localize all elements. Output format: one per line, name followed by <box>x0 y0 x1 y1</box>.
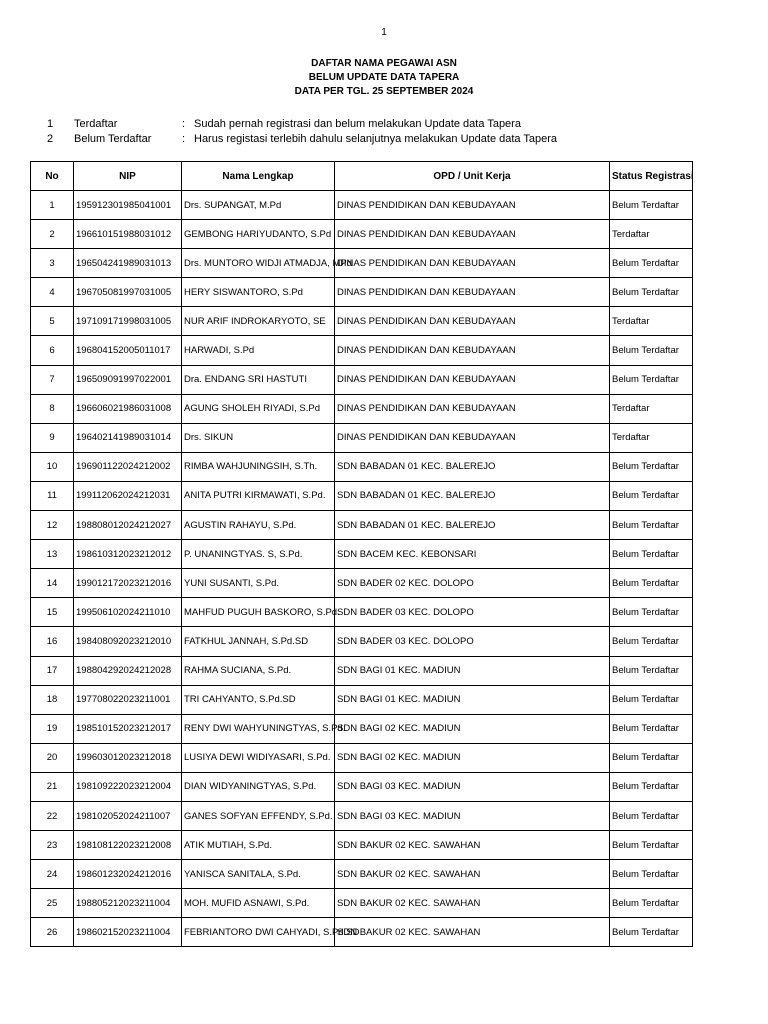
cell-nip: 196804152005011017 <box>74 336 182 365</box>
cell-opd: DINAS PENDIDIKAN DAN KEBUDAYAAN <box>335 423 610 452</box>
cell-name: ANITA PUTRI KIRMAWATI, S.Pd. <box>182 481 335 510</box>
legend-colon: : <box>182 118 186 130</box>
cell-no: 10 <box>31 452 74 481</box>
table-row <box>31 511 693 540</box>
title-line-1: DAFTAR NAMA PEGAWAI ASN <box>311 58 457 69</box>
header-status: Status Registrasi <box>610 162 693 191</box>
cell-name: YANISCA SANITALA, S.Pd. <box>182 860 335 889</box>
table-row <box>31 249 693 278</box>
cell-name: LUSIYA DEWI WIDIYASARI, S.Pd. <box>182 743 335 772</box>
cell-opd: DINAS PENDIDIKAN DAN KEBUDAYAAN <box>335 336 610 365</box>
cell-no: 7 <box>31 365 74 394</box>
header-name: Nama Lengkap <box>182 162 335 191</box>
cell-opd: DINAS PENDIDIKAN DAN KEBUDAYAAN <box>335 249 610 278</box>
cell-opd: DINAS PENDIDIKAN DAN KEBUDAYAAN <box>335 365 610 394</box>
cell-status: Belum Terdaftar <box>610 772 693 801</box>
cell-status: Belum Terdaftar <box>610 656 693 685</box>
cell-nip: 198610312023212012 <box>74 540 182 569</box>
cell-no: 9 <box>31 423 74 452</box>
cell-name: AGUSTIN RAHAYU, S.Pd. <box>182 511 335 540</box>
cell-no: 17 <box>31 656 74 685</box>
cell-opd: SDN BAGI 02 KEC. MADIUN <box>335 714 610 743</box>
table-row <box>31 918 693 947</box>
cell-nip: 196402141989031014 <box>74 423 182 452</box>
cell-status: Terdaftar <box>610 394 693 423</box>
cell-opd: SDN BADER 03 KEC. DOLOPO <box>335 627 610 656</box>
cell-opd: SDN BAGI 03 KEC. MADIUN <box>335 801 610 830</box>
cell-no: 21 <box>31 772 74 801</box>
cell-status: Terdaftar <box>610 307 693 336</box>
cell-no: 4 <box>31 278 74 307</box>
table-row <box>31 772 693 801</box>
legend-number: 2 <box>47 133 54 145</box>
cell-opd: SDN BAKUR 02 KEC. SAWAHAN <box>335 831 610 860</box>
cell-nip: 198601232024212016 <box>74 860 182 889</box>
cell-status: Terdaftar <box>610 423 693 452</box>
cell-name: MAHFUD PUGUH BASKORO, S.Pd. <box>182 598 335 627</box>
cell-nip: 199012172023212016 <box>74 569 182 598</box>
table-row <box>31 860 693 889</box>
table-row <box>31 685 693 714</box>
cell-no: 1 <box>31 191 74 220</box>
cell-opd: SDN BADER 02 KEC. DOLOPO <box>335 569 610 598</box>
legend-colon: : <box>182 133 186 145</box>
table-row <box>31 336 693 365</box>
cell-nip: 196901122024212002 <box>74 452 182 481</box>
cell-nip: 196504241989031013 <box>74 249 182 278</box>
cell-name: ATIK MUTIAH, S.Pd. <box>182 831 335 860</box>
title-line-2: BELUM UPDATE DATA TAPERA <box>308 72 460 83</box>
cell-name: FATKHUL JANNAH, S.Pd.SD <box>182 627 335 656</box>
cell-opd: SDN BAKUR 02 KEC. SAWAHAN <box>335 889 610 918</box>
cell-name: AGUNG SHOLEH RIYADI, S.Pd <box>182 394 335 423</box>
table-header-row <box>31 162 693 191</box>
cell-name: RIMBA WAHJUNINGSIH, S.Th. <box>182 452 335 481</box>
cell-nip: 198108122023212008 <box>74 831 182 860</box>
cell-status: Belum Terdaftar <box>610 860 693 889</box>
cell-nip: 199603012023212018 <box>74 743 182 772</box>
cell-opd: SDN BABADAN 01 KEC. BALEREJO <box>335 511 610 540</box>
cell-opd: DINAS PENDIDIKAN DAN KEBUDAYAAN <box>335 191 610 220</box>
cell-nip: 198805212023211004 <box>74 889 182 918</box>
legend-description: Sudah pernah registrasi dan belum melakukan Update data Tapera <box>194 118 521 130</box>
legend-description: Harus registasi terlebih dahulu selanjutnya melakukan Update data Tapera <box>194 133 558 145</box>
cell-status: Belum Terdaftar <box>610 598 693 627</box>
legend-term: Terdaftar <box>74 118 118 130</box>
cell-status: Belum Terdaftar <box>610 831 693 860</box>
header-no: No <box>31 162 74 191</box>
table-row <box>31 278 693 307</box>
cell-no: 14 <box>31 569 74 598</box>
table-row <box>31 889 693 918</box>
cell-name: Drs. SUPANGAT, M.Pd <box>182 191 335 220</box>
employee-table <box>30 161 693 947</box>
cell-opd: DINAS PENDIDIKAN DAN KEBUDAYAAN <box>335 394 610 423</box>
table-body <box>31 191 693 947</box>
page-number: 1 <box>381 27 387 38</box>
legend-term: Belum Terdaftar <box>74 133 152 145</box>
cell-no: 16 <box>31 627 74 656</box>
table-row <box>31 627 693 656</box>
cell-name: Drs. SIKUN <box>182 423 335 452</box>
cell-status: Belum Terdaftar <box>610 685 693 714</box>
cell-nip: 199506102024211010 <box>74 598 182 627</box>
cell-opd: DINAS PENDIDIKAN DAN KEBUDAYAAN <box>335 278 610 307</box>
cell-status: Belum Terdaftar <box>610 365 693 394</box>
cell-no: 23 <box>31 831 74 860</box>
cell-opd: SDN BADER 03 KEC. DOLOPO <box>335 598 610 627</box>
cell-name: DIAN WIDYANINGTYAS, S.Pd. <box>182 772 335 801</box>
cell-nip: 198408092023212010 <box>74 627 182 656</box>
cell-no: 2 <box>31 220 74 249</box>
cell-name: RENY DWI WAHYUNINGTYAS, S.Pd. <box>182 714 335 743</box>
cell-no: 20 <box>31 743 74 772</box>
cell-status: Belum Terdaftar <box>610 889 693 918</box>
table-row <box>31 307 693 336</box>
cell-status: Belum Terdaftar <box>610 481 693 510</box>
cell-status: Terdaftar <box>610 220 693 249</box>
cell-opd: SDN BAGI 02 KEC. MADIUN <box>335 743 610 772</box>
cell-no: 19 <box>31 714 74 743</box>
legend-item <box>47 132 557 147</box>
cell-nip: 198102052024211007 <box>74 801 182 830</box>
cell-status: Belum Terdaftar <box>610 540 693 569</box>
cell-nip: 197109171998031005 <box>74 307 182 336</box>
table-row <box>31 831 693 860</box>
header-nip: NIP <box>74 162 182 191</box>
cell-name: Dra. ENDANG SRI HASTUTI <box>182 365 335 394</box>
cell-name: Drs. MUNTORO WIDJI ATMADJA, MPd <box>182 249 335 278</box>
cell-no: 11 <box>31 481 74 510</box>
cell-opd: SDN BAGI 01 KEC. MADIUN <box>335 656 610 685</box>
cell-status: Belum Terdaftar <box>610 801 693 830</box>
cell-opd: SDN BACEM KEC. KEBONSARI <box>335 540 610 569</box>
cell-opd: SDN BAGI 01 KEC. MADIUN <box>335 685 610 714</box>
table-row <box>31 801 693 830</box>
table-row <box>31 743 693 772</box>
cell-status: Belum Terdaftar <box>610 918 693 947</box>
cell-name: MOH. MUFID ASNAWI, S.Pd. <box>182 889 335 918</box>
table-row <box>31 394 693 423</box>
cell-no: 8 <box>31 394 74 423</box>
legend-number: 1 <box>47 118 54 130</box>
table-row <box>31 220 693 249</box>
cell-status: Belum Terdaftar <box>610 714 693 743</box>
cell-status: Belum Terdaftar <box>610 569 693 598</box>
cell-nip: 196606021986031008 <box>74 394 182 423</box>
header-opd: OPD / Unit Kerja <box>335 162 610 191</box>
cell-opd: SDN BAKUR 02 KEC. SAWAHAN <box>335 918 610 947</box>
table-row <box>31 452 693 481</box>
table-row <box>31 365 693 394</box>
cell-status: Belum Terdaftar <box>610 278 693 307</box>
cell-no: 12 <box>31 511 74 540</box>
cell-status: Belum Terdaftar <box>610 452 693 481</box>
cell-nip: 196610151988031012 <box>74 220 182 249</box>
title-line-3: DATA PER TGL. 25 SEPTEMBER 2024 <box>294 86 474 97</box>
cell-nip: 195912301985041001 <box>74 191 182 220</box>
table-row <box>31 481 693 510</box>
cell-status: Belum Terdaftar <box>610 249 693 278</box>
cell-status: Belum Terdaftar <box>610 191 693 220</box>
cell-no: 3 <box>31 249 74 278</box>
cell-status: Belum Terdaftar <box>610 743 693 772</box>
cell-opd: SDN BAGI 03 KEC. MADIUN <box>335 772 610 801</box>
cell-name: GEMBONG HARIYUDANTO, S.Pd <box>182 220 335 249</box>
cell-opd: DINAS PENDIDIKAN DAN KEBUDAYAAN <box>335 220 610 249</box>
cell-nip: 198602152023211004 <box>74 918 182 947</box>
cell-name: GANES SOFYAN EFFENDY, S.Pd. <box>182 801 335 830</box>
cell-opd: SDN BAKUR 02 KEC. SAWAHAN <box>335 860 610 889</box>
cell-opd: SDN BABADAN 01 KEC. BALEREJO <box>335 452 610 481</box>
cell-nip: 197708022023211001 <box>74 685 182 714</box>
document-title <box>0 57 768 99</box>
cell-no: 15 <box>31 598 74 627</box>
cell-name: NUR ARIF INDROKARYOTO, SE <box>182 307 335 336</box>
cell-name: YUNI SUSANTI, S.Pd. <box>182 569 335 598</box>
table-row <box>31 569 693 598</box>
cell-nip: 196509091997022001 <box>74 365 182 394</box>
cell-no: 25 <box>31 889 74 918</box>
cell-nip: 198808012024212027 <box>74 511 182 540</box>
cell-no: 13 <box>31 540 74 569</box>
table-row <box>31 656 693 685</box>
cell-name: TRI CAHYANTO, S.Pd.SD <box>182 685 335 714</box>
table-row <box>31 714 693 743</box>
cell-opd: DINAS PENDIDIKAN DAN KEBUDAYAAN <box>335 307 610 336</box>
cell-no: 22 <box>31 801 74 830</box>
cell-name: HARWADI, S.Pd <box>182 336 335 365</box>
cell-name: HERY SISWANTORO, S.Pd <box>182 278 335 307</box>
cell-no: 26 <box>31 918 74 947</box>
cell-opd: SDN BABADAN 01 KEC. BALEREJO <box>335 481 610 510</box>
table-row <box>31 423 693 452</box>
cell-status: Belum Terdaftar <box>610 627 693 656</box>
cell-nip: 198510152023212017 <box>74 714 182 743</box>
cell-nip: 198109222023212004 <box>74 772 182 801</box>
cell-no: 18 <box>31 685 74 714</box>
cell-name: FEBRIANTORO DWI CAHYADI, S.Pd.SD <box>182 918 335 947</box>
cell-nip: 196705081997031005 <box>74 278 182 307</box>
cell-name: RAHMA SUCIANA, S.Pd. <box>182 656 335 685</box>
table-row <box>31 191 693 220</box>
status-legend <box>47 117 557 147</box>
cell-no: 5 <box>31 307 74 336</box>
cell-no: 24 <box>31 860 74 889</box>
cell-no: 6 <box>31 336 74 365</box>
table-row <box>31 598 693 627</box>
cell-nip: 198804292024212028 <box>74 656 182 685</box>
cell-status: Belum Terdaftar <box>610 511 693 540</box>
legend-item <box>47 117 557 132</box>
cell-nip: 199112062024212031 <box>74 481 182 510</box>
table-row <box>31 540 693 569</box>
cell-status: Belum Terdaftar <box>610 336 693 365</box>
cell-name: P. UNANINGTYAS. S, S.Pd. <box>182 540 335 569</box>
